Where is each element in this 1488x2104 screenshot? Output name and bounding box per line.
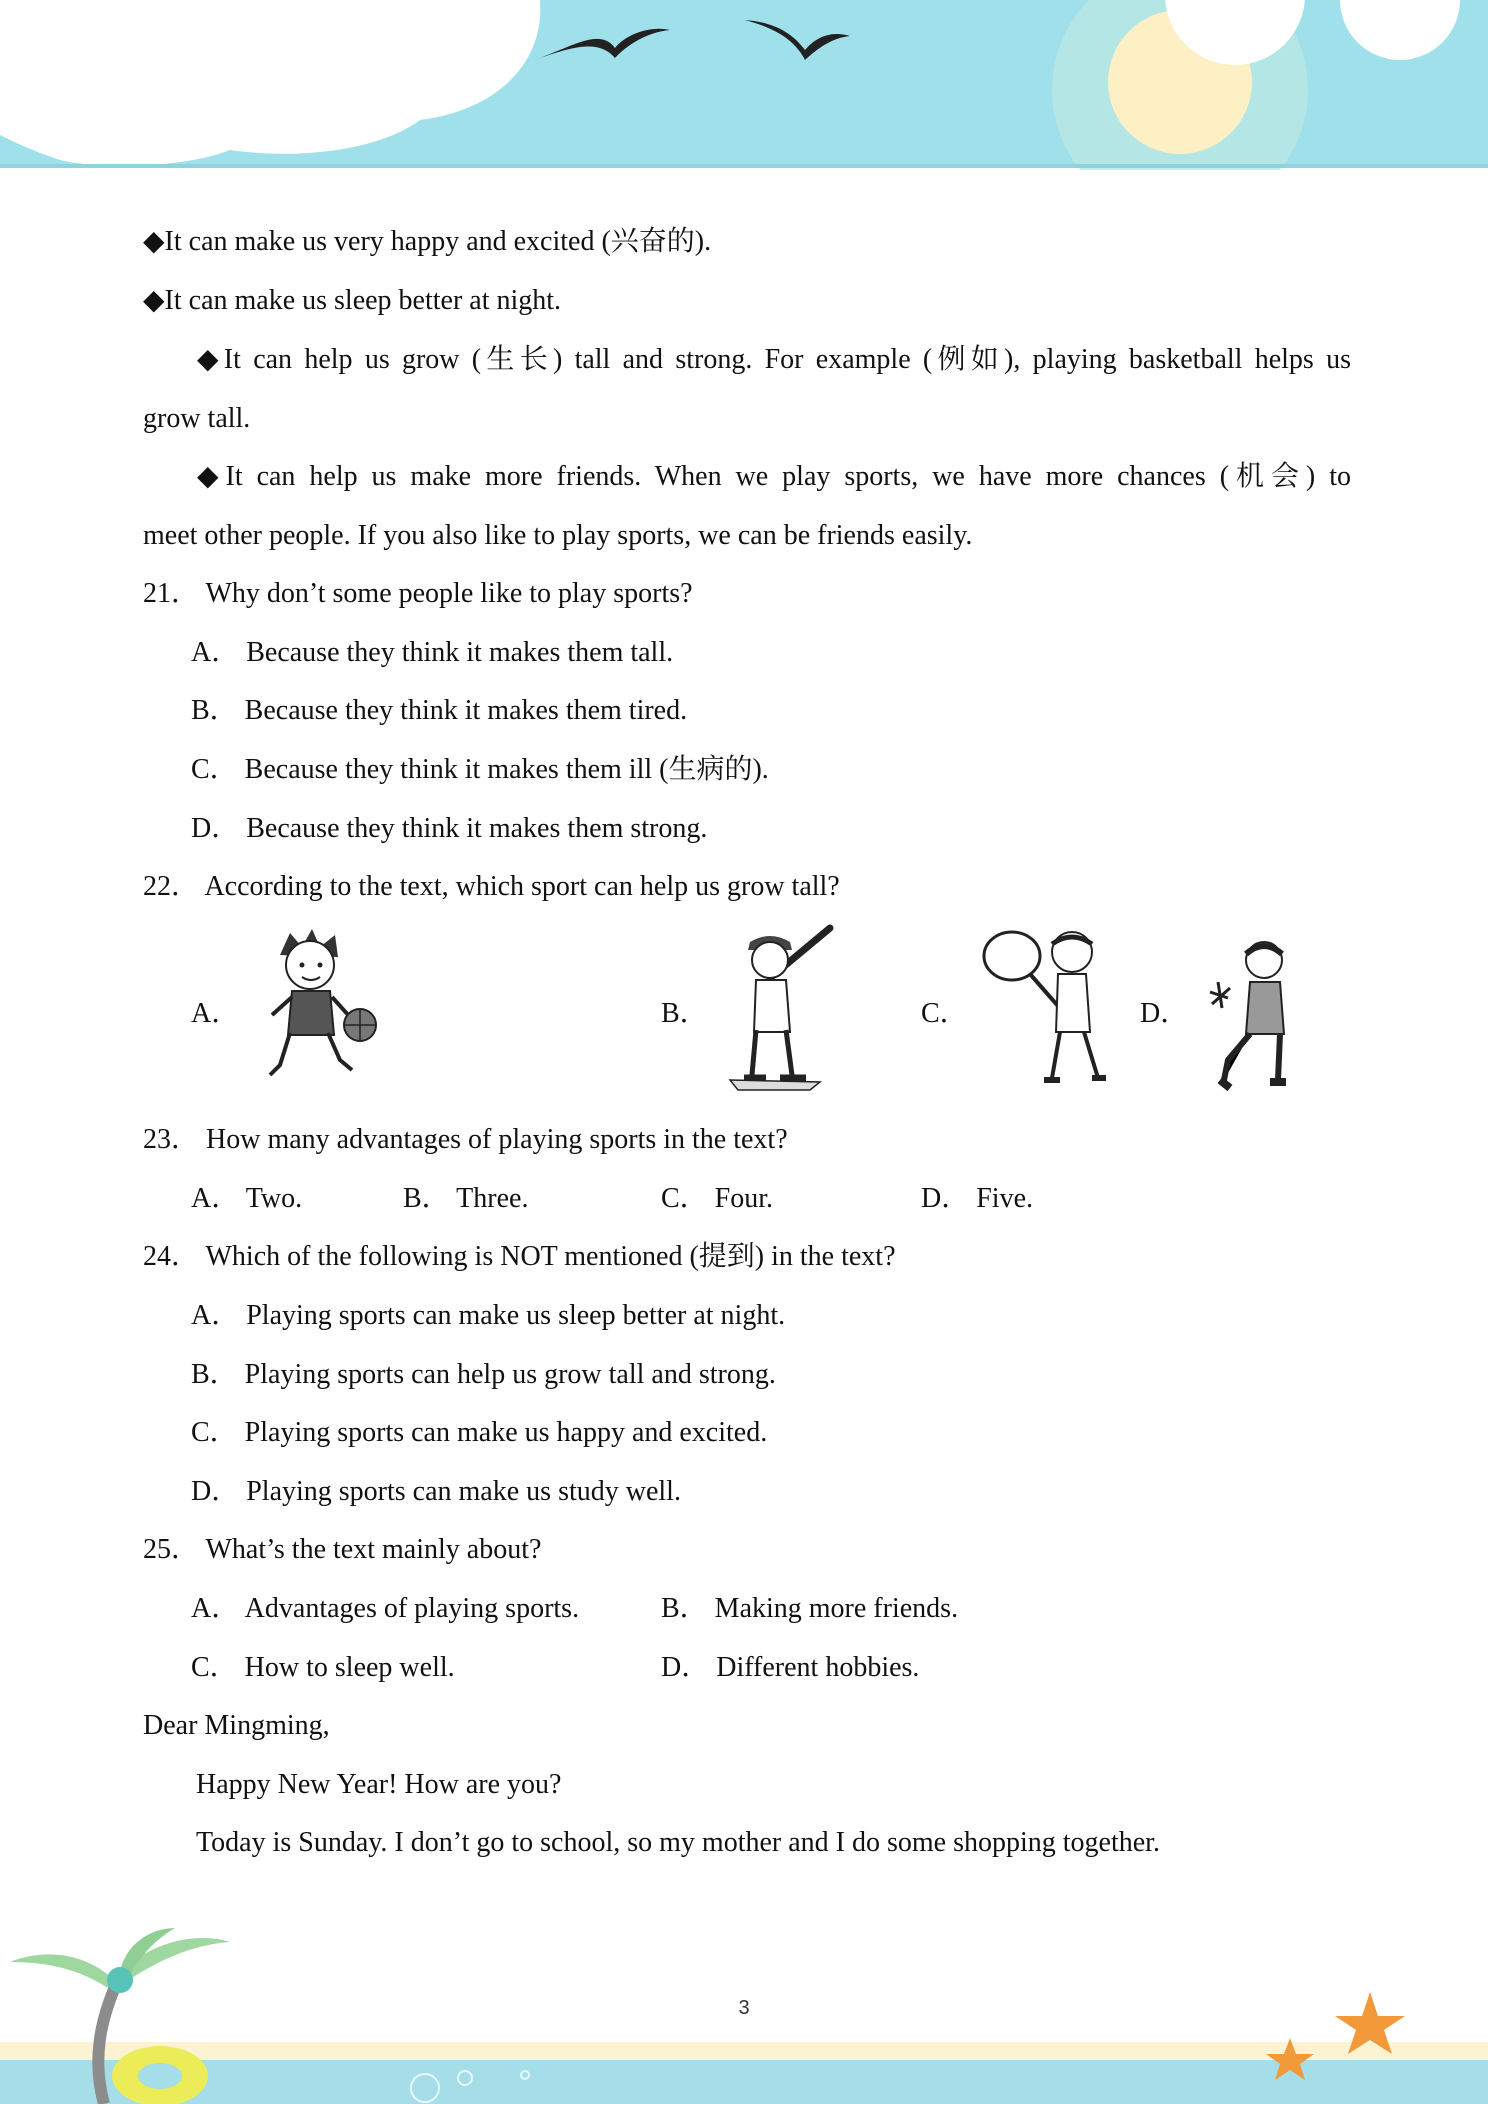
passage-line: ◆It can help us grow (生长) tall and strong. For example (例如), playing basketball helps us <box>197 344 1351 375</box>
letter-line: Today is Sunday. I don’t go to school, so my mother and I do some shopping together. <box>196 1827 1160 1858</box>
sky-header-banner <box>0 0 1488 170</box>
answer-option[interactable]: C． Playing sports can make us happy and excited. <box>191 1417 768 1448</box>
answer-option[interactable]: B． Making more friends. <box>661 1593 959 1624</box>
answer-option[interactable]: C． Four. <box>661 1183 774 1214</box>
baseball-batter-drawing[interactable] <box>710 920 840 1095</box>
answer-option[interactable]: A． Playing sports can make us sleep better at night. <box>191 1300 786 1331</box>
answer-option[interactable]: C． How to sleep well. <box>191 1652 455 1683</box>
answer-option[interactable]: A． Two. <box>191 1183 303 1214</box>
passage-line: ◆It can make us very happy and excited (兴奋的). <box>143 226 712 257</box>
passage-line: ◆It can make us sleep better at night. <box>143 285 562 316</box>
question-stem: 22． According to the text, which sport can help us grow tall? <box>143 871 840 902</box>
badminton-player-drawing[interactable] <box>1200 930 1300 1095</box>
letter-greeting: Dear Mingming, <box>143 1710 330 1741</box>
answer-option[interactable]: D． Playing sports can make us study well. <box>191 1476 681 1507</box>
answer-option[interactable]: D． Different hobbies. <box>661 1652 920 1683</box>
answer-option[interactable]: C． Because they think it makes them ill (生病的). <box>191 754 769 785</box>
swim-ring-icon <box>112 2046 208 2104</box>
answer-option[interactable]: B． Because they think it makes them tired. <box>191 695 688 726</box>
answer-option[interactable]: A． Because they think it makes them tall. <box>191 637 674 668</box>
answer-option[interactable]: B． <box>661 998 708 1029</box>
question-stem: 23． How many advantages of playing sports in the text? <box>143 1124 788 1155</box>
passage-line: grow tall. <box>143 403 251 434</box>
answer-option[interactable]: D． Because they think it makes them strong. <box>191 813 708 844</box>
answer-option[interactable]: C． <box>921 998 968 1029</box>
answer-option[interactable]: A． Advantages of playing sports. <box>191 1593 580 1624</box>
answer-option[interactable]: D． <box>1140 998 1189 1029</box>
passage-line: ◆It can help us make more friends. When we play sports, we have more chances (机会) to <box>197 461 1351 492</box>
letter-line: Happy New Year! How are you? <box>196 1769 562 1800</box>
question-stem: 25． What’s the text mainly about? <box>143 1534 542 1565</box>
page-number: 3 <box>738 1997 750 2019</box>
question-stem: 24． Which of the following is NOT mentioned (提到) in the text? <box>143 1241 896 1272</box>
answer-option[interactable]: A． <box>191 998 240 1029</box>
question-stem: 21． Why don’t some people like to play sports? <box>143 578 693 609</box>
answer-option[interactable]: D． Five. <box>921 1183 1034 1214</box>
answer-option[interactable]: B． Playing sports can help us grow tall and strong. <box>191 1359 776 1390</box>
answer-option[interactable]: B． Three. <box>403 1183 529 1214</box>
tennis-player-drawing[interactable] <box>980 920 1120 1090</box>
passage-line: meet other people. If you also like to play sports, we can be friends easily. <box>143 520 973 551</box>
basketball-player-drawing[interactable] <box>240 925 380 1090</box>
